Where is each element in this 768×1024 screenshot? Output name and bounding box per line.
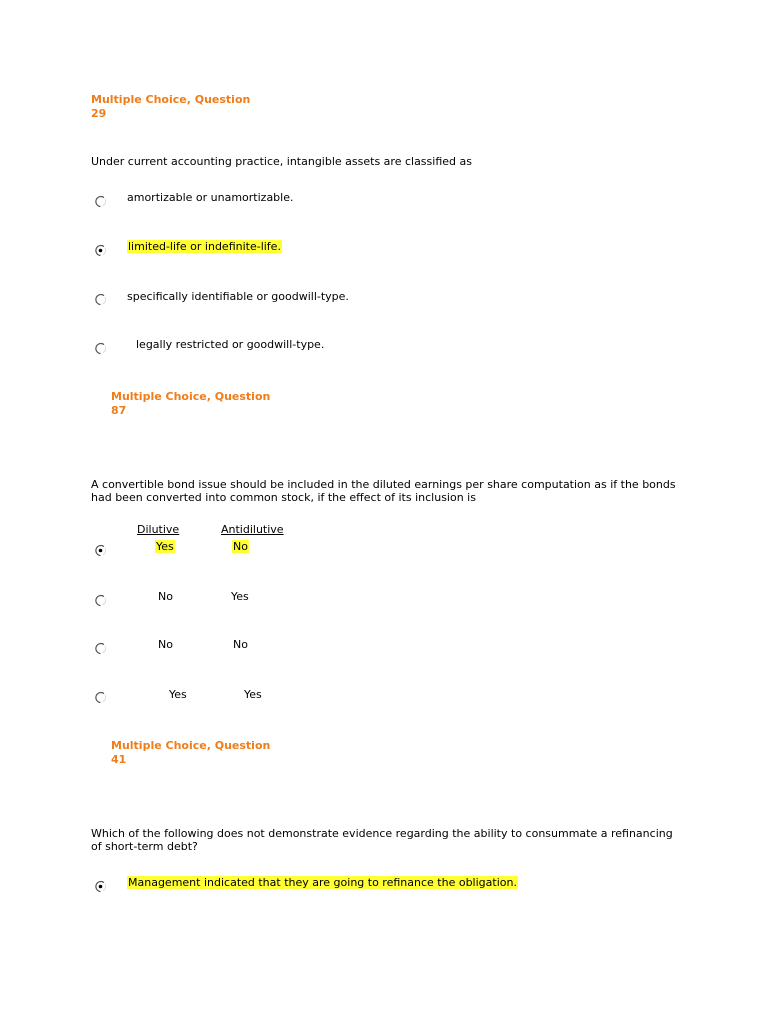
option-antidilutive-value: Yes	[244, 688, 262, 701]
question-heading-title: Multiple Choice, Question	[111, 739, 271, 752]
option-label-selected	[127, 240, 282, 253]
radio-option-1[interactable]	[94, 880, 107, 893]
question-text: Which of the following does not demonstrate evidence regarding the ability to consummate a refinancing of short-term debt?	[91, 827, 673, 853]
question-heading-title: Multiple Choice, Question	[111, 390, 271, 403]
question-heading	[111, 390, 270, 418]
question-heading-title: Multiple Choice, Question	[91, 93, 251, 106]
radio-option-1[interactable]	[94, 195, 107, 208]
radio-option-4[interactable]	[94, 342, 107, 355]
option-value-text: No	[233, 540, 248, 553]
option-dilutive-value: No	[158, 638, 173, 651]
option-antidilutive-value	[232, 540, 249, 553]
option-value-text: Yes	[156, 540, 174, 553]
question-heading	[111, 739, 270, 767]
option-dilutive-value: No	[158, 590, 173, 603]
radio-option-3[interactable]	[94, 642, 107, 655]
option-label-selected	[127, 876, 518, 889]
radio-option-1[interactable]	[94, 544, 107, 557]
option-label: amortizable or unamortizable.	[127, 191, 294, 204]
option-label: specifically identifiable or goodwill-type.	[127, 290, 349, 303]
option-label-text: Management indicated that they are going to refinance the obligation.	[128, 876, 517, 889]
option-antidilutive-value: No	[233, 638, 248, 651]
question-heading	[91, 93, 250, 121]
option-dilutive-value	[155, 540, 175, 553]
option-dilutive-value: Yes	[169, 688, 187, 701]
column-header-dilutive: Dilutive	[137, 523, 180, 536]
option-antidilutive-value: Yes	[231, 590, 249, 603]
question-number: 29	[91, 107, 107, 120]
question-text: Under current accounting practice, intangible assets are classified as	[91, 155, 472, 168]
option-label-text: limited-life or indefinite-life.	[128, 240, 281, 253]
radio-option-4[interactable]	[94, 691, 107, 704]
question-number: 41	[111, 753, 127, 766]
option-label: legally restricted or goodwill-type.	[136, 338, 325, 351]
radio-option-2[interactable]	[94, 244, 107, 257]
column-header-antidilutive: Antidilutive	[221, 523, 284, 536]
radio-option-3[interactable]	[94, 293, 107, 306]
question-number: 87	[111, 404, 127, 417]
radio-option-2[interactable]	[94, 594, 107, 607]
question-text: A convertible bond issue should be included in the diluted earnings per share computation as if the bonds had been converted into common stock, if the effect of its inclusion is	[91, 478, 676, 504]
